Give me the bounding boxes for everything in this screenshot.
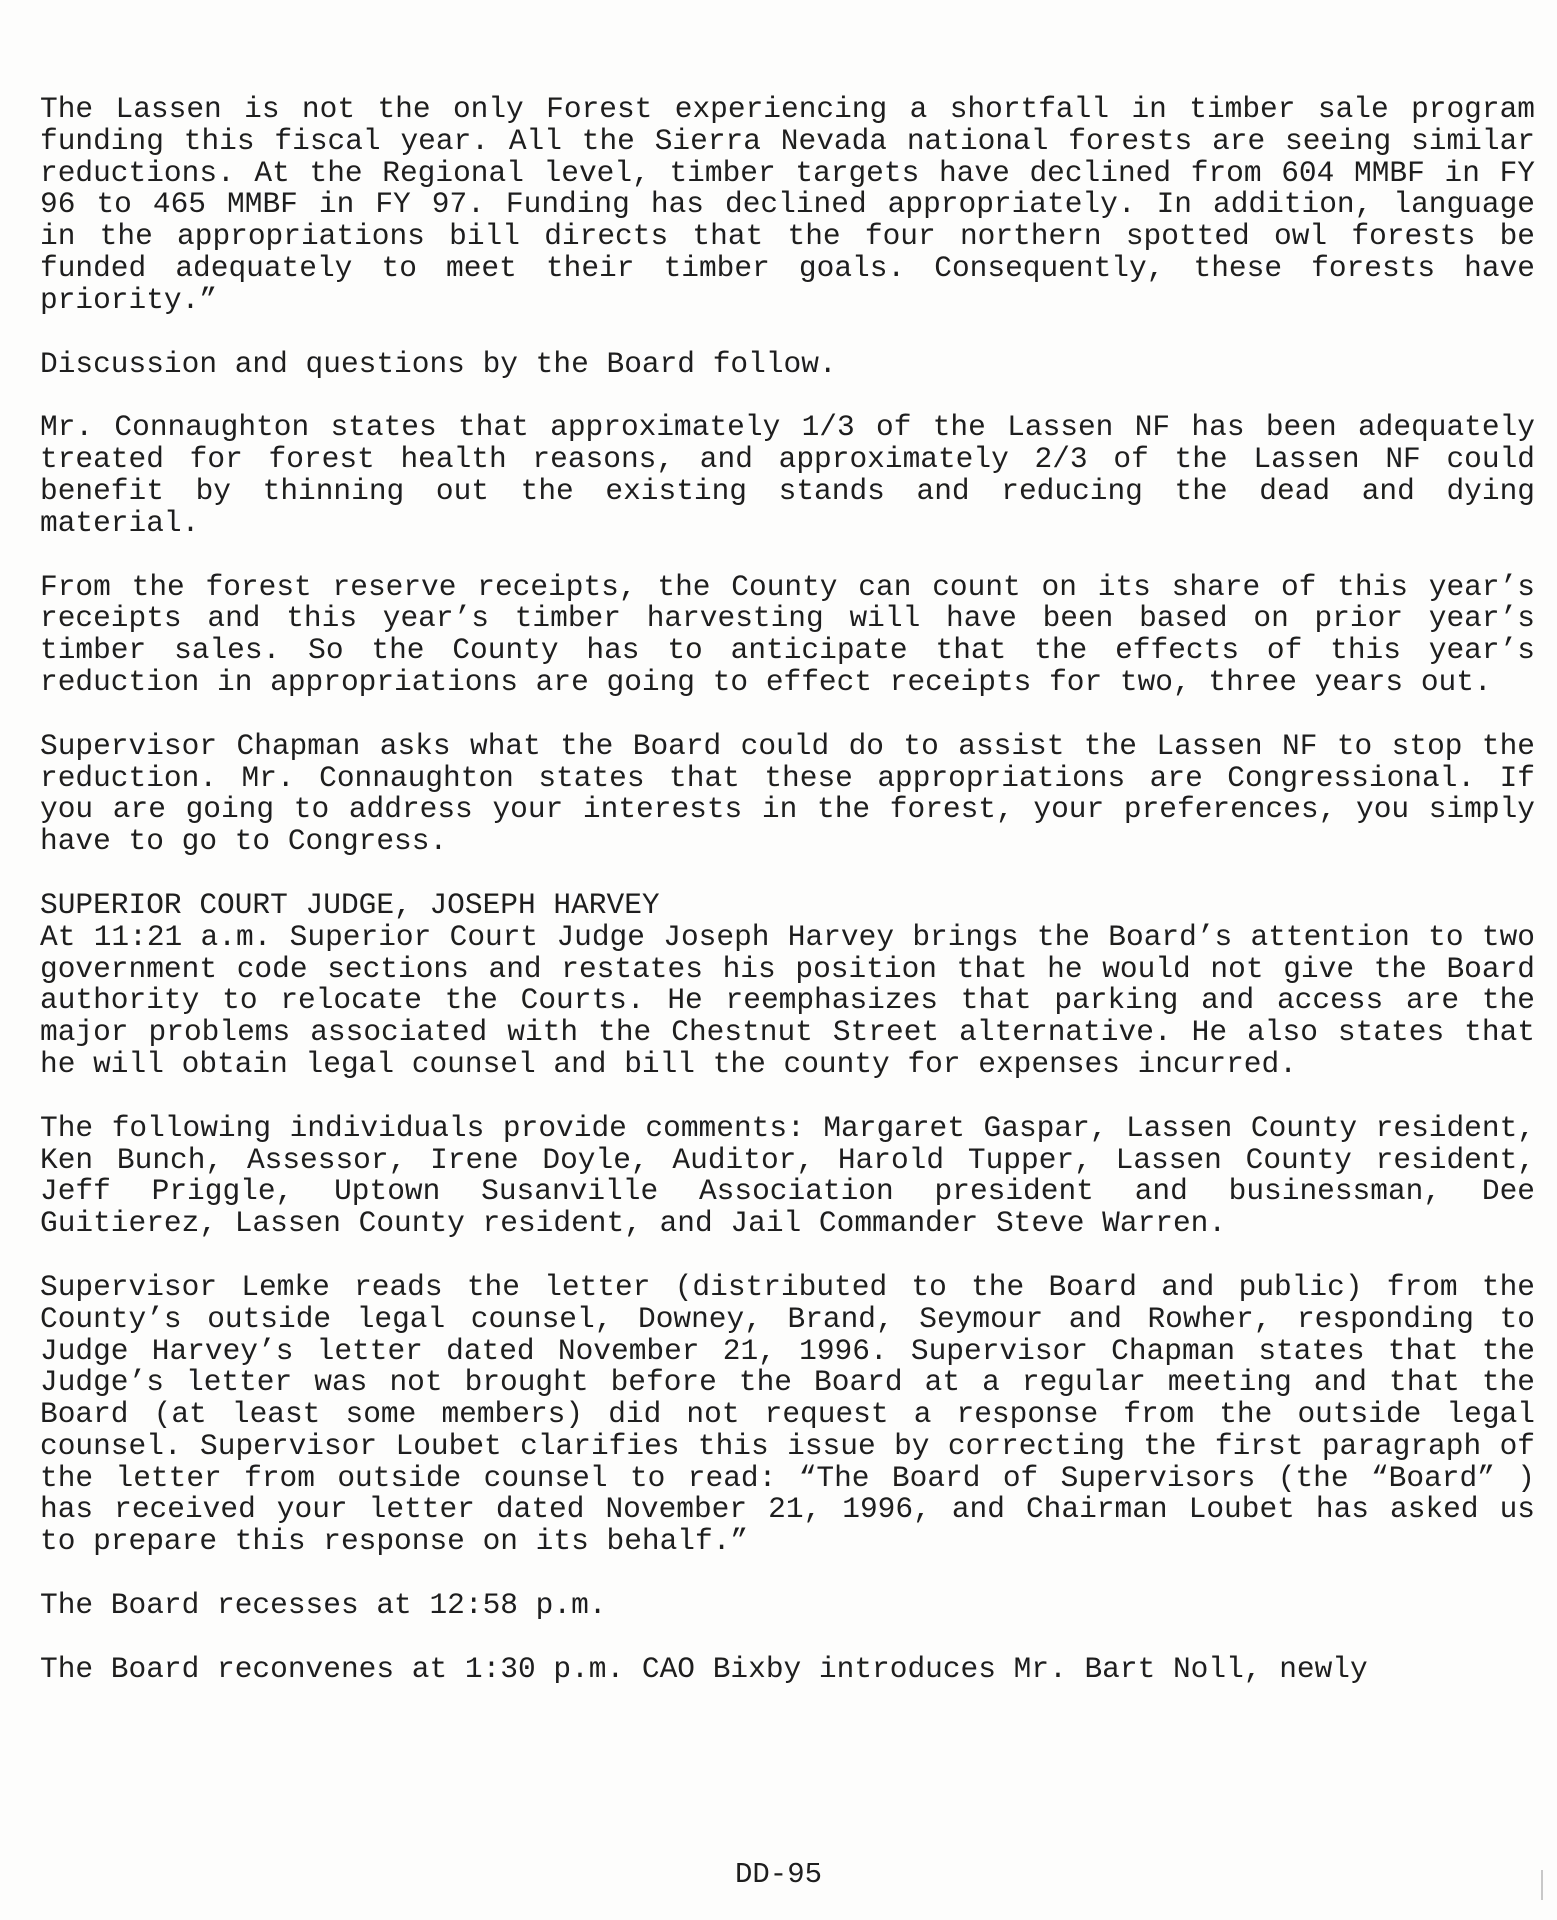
paragraph-forest-reserve-receipts: From the forest reserve receipts, the County can count on its share of this year’s receipts and this year’s timber harvesting will have been based on prior year’s timber sales. So the County has to anticipate that the effects of this year’s reduction in appropriations are going to effect receipts for two, three years out. xyxy=(40,569,1535,699)
document-body xyxy=(40,94,1535,1718)
paragraph-timber-shortfall: The Lassen is not the only Forest experiencing a shortfall in timber sale program funding this fiscal year. All the Sierra Nevada national forests are seeing similar reductions. At the Regional level, timber targets have declined from 604 MMBF in FY 96 to 465 MMBF in FY 97. Funding has declined appropriately. In addition, language in the appropriations bill directs that the four northern spotted owl forests be funded adequately to meet their timber goals. Consequently, these forests have priority.” xyxy=(40,92,1535,317)
paragraph-board-reconvenes: The Board reconvenes at 1:30 p.m. CAO Bixby introduces Mr. Bart Noll, newly xyxy=(40,1651,1368,1686)
paragraph-lemke-letter: Supervisor Lemke reads the letter (distributed to the Board and public) from the County’s outside legal counsel, Downey, Brand, Seymour and Rowher, responding to Judge Harvey’s letter dated November 21, 1996. Supervisor Chapman states that the Judge’s letter was not brought before the Board at a regular meeting and that the Board (at least some members) did not request a response from the outside legal counsel. Supervisor Loubet clarifies this issue by correcting the first paragraph of the letter from outside counsel to read: “The Board of Supervisors (the “Board” ) has received your letter dated November 21, 1996, and Chairman Loubet has asked us to prepare this response on its behalf.” xyxy=(40,1269,1535,1559)
paragraph-connaughton-forest-health: Mr. Connaughton states that approximately 1/3 of the Lassen NF has been adequately treated for forest health reasons, and approximately 2/3 of the Lassen NF could benefit by thinning out the existing stands and reducing the dead and dying material. xyxy=(40,410,1535,540)
paragraph-judge-harvey: At 11:21 a.m. Superior Court Judge Joseph Harvey brings the Board’s attention to two government code sections and restates his position that he would not give the Board authority to relocate the Courts. He reemphasizes that parking and access are the major problems associated with the Chestnut Street alternative. He also states that he will obtain legal counsel and bill the county for expenses incurred. xyxy=(40,919,1535,1081)
paragraph-board-discussion: Discussion and questions by the Board follow. xyxy=(40,346,837,381)
paragraph-public-comments: The following individuals provide comments: Margaret Gaspar, Lassen County resident, Ken Bunch, Assessor, Irene Doyle, Auditor, Harold Tupper, Lassen County resident, Jeff Priggle, Uptown Susanville Association president and businessman, Dee Guitierez, Lassen County resident, and Jail Commander Steve Warren. xyxy=(40,1110,1535,1241)
section-heading-judge-harvey: SUPERIOR COURT JUDGE, JOSEPH HARVEY xyxy=(40,887,660,922)
page-number: DD-95 xyxy=(734,1858,822,1891)
paragraph-chapman-question: Supervisor Chapman asks what the Board could do to assist the Lassen NF to stop the reduction. Mr. Connaughton states that these appropriations are Congressional. If you are going to address your interests in the forest, your preferences, you simply have to go to Congress. xyxy=(40,728,1535,859)
paragraph-board-recess: The Board recesses at 12:58 p.m. xyxy=(40,1588,607,1623)
scan-edge-mark xyxy=(1541,1870,1543,1900)
